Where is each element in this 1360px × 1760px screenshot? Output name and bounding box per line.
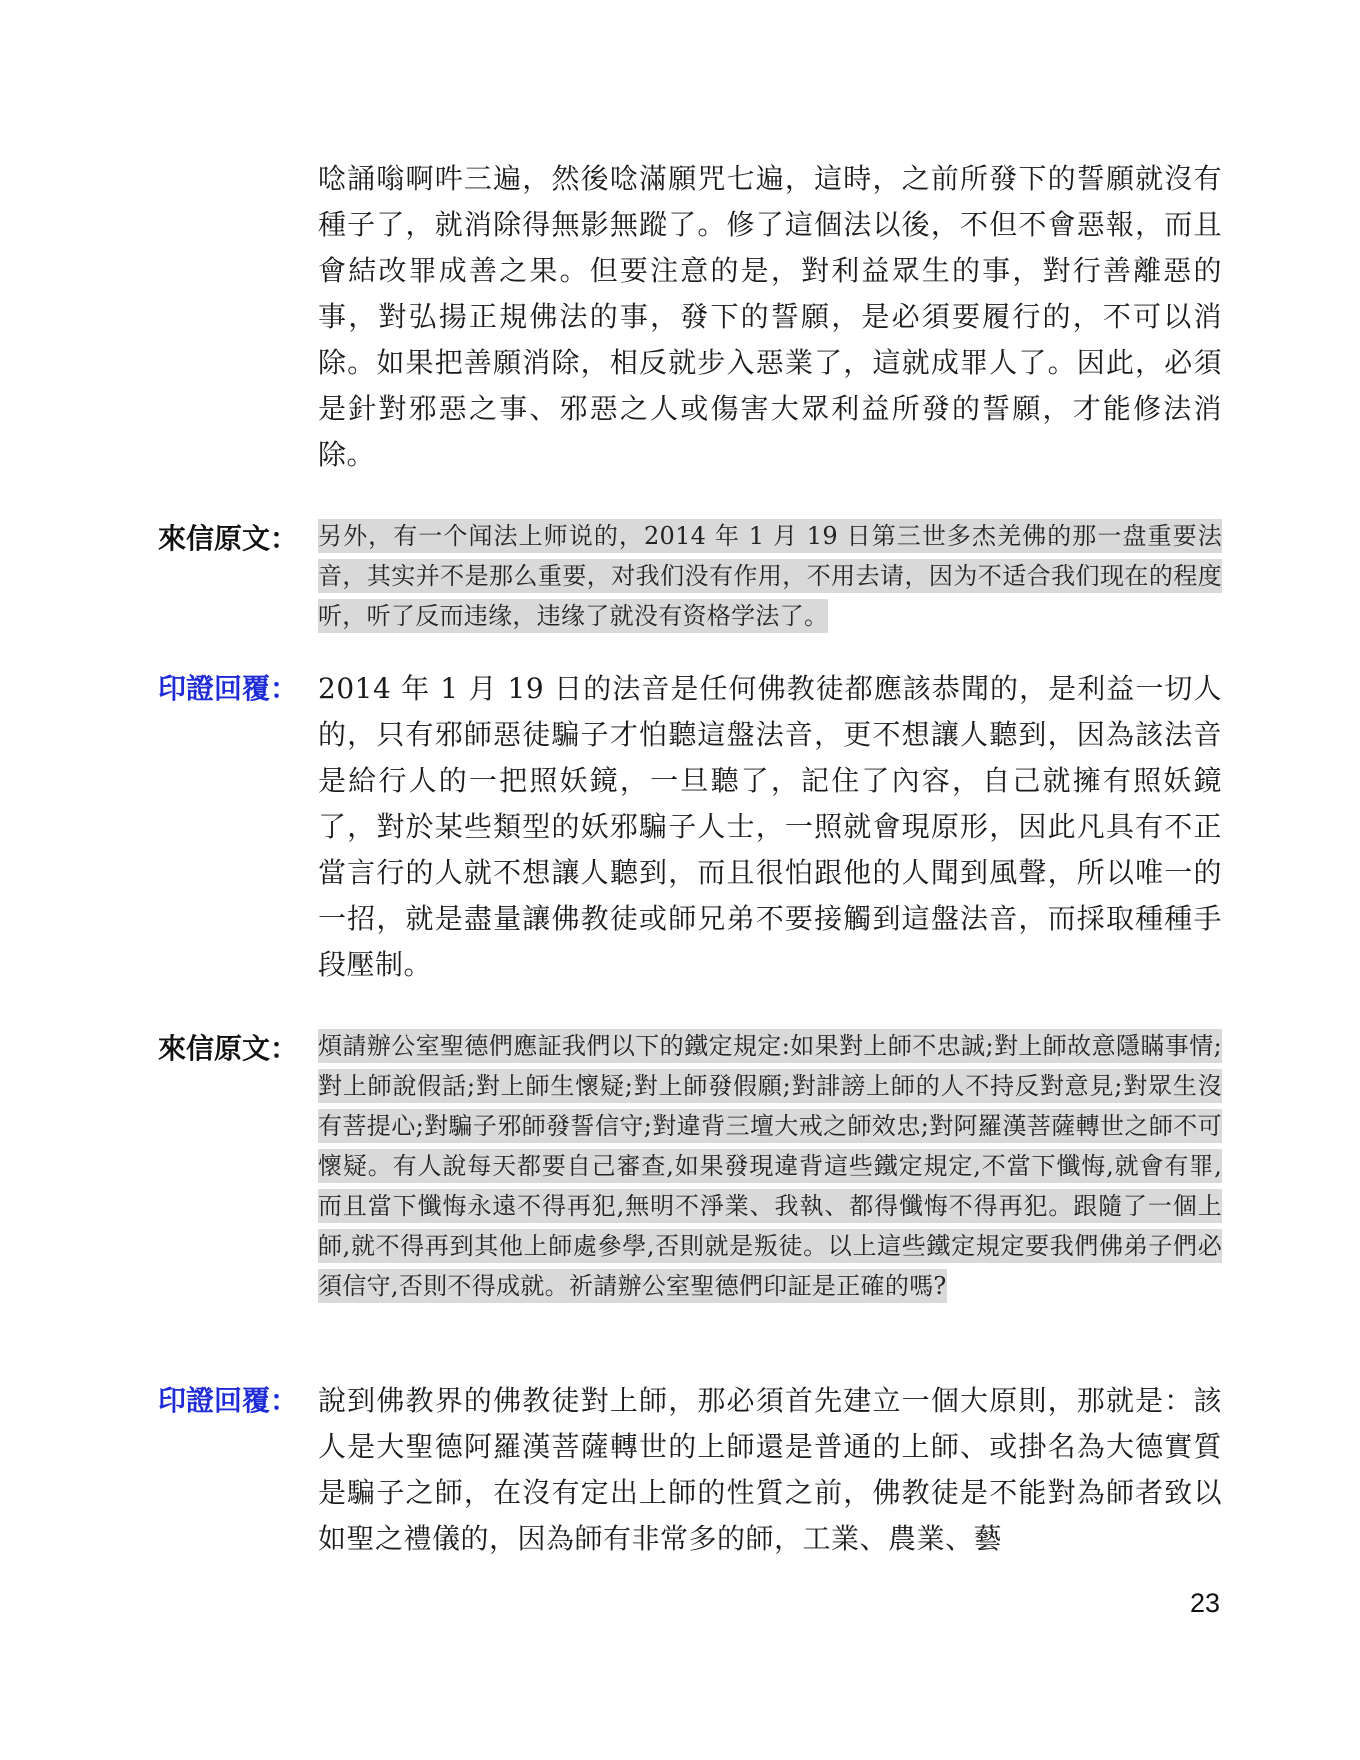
letter-label: 來信原文： <box>158 1032 299 1065</box>
reply-label: 印證回覆： <box>158 672 299 705</box>
reply-label: 印證回覆： <box>158 1384 299 1417</box>
letter-quote-2 <box>158 1026 1222 1306</box>
reply-2 <box>158 1378 1222 1562</box>
letter-quote-text <box>318 1026 1222 1306</box>
letter-quote-text <box>318 516 1222 636</box>
reply-text: 2014 年 1 月 19 日的法音是任何佛教徒都應該恭聞的，是利益一切人的，只有邪師惡徒騙子才怕聽這盤法音，更不想讓人聽到，因為該法音是給行人的一把照妖鏡，一旦聽了，記住了內容，自己就擁有照妖鏡了，對於某些類型的妖邪騙子人士，一照就會現原形，因此凡具有不正當言行的人就不想讓人聽到，而且很怕跟他的人聞到風聲，所以唯一的一招，就是盡量讓佛教徒或師兄弟不要接觸到這盤法音，而採取種種手段壓制。 <box>318 672 1222 981</box>
page-number: 23 <box>1189 1588 1220 1618</box>
letter-quote-1 <box>158 516 1222 636</box>
reply-1 <box>158 666 1222 988</box>
highlighted-quote: 煩請辦公室聖德們應証我們以下的鐵定規定:如果對上師不忠誠;對上師故意隱瞞事情;對上師說假話;對上師生懷疑;對上師發假願;對誹謗上師的人不持反對意見;對眾生沒有菩提心;對騙子邪師發誓信守;對違背三壇大戒之師效忠;對阿羅漢菩薩轉世之師不可懷疑。有人說每天都要自己審查,如果發現違背這些鐵定規定,不當下懺悔,就會有罪,而且當下懺悔永遠不得再犯,無明不淨業、我執、都得懺悔不得再犯。跟隨了一個上師,就不得再到其他上師處參學,否則就是叛徒。以上這些鐵定規定要我們佛弟子們必須信守,否則不得成就。祈請辦公室聖德們印証是正確的嗎? <box>318 1029 1222 1303</box>
reply-text: 說到佛教界的佛教徒對上師，那必須首先建立一個大原則，那就是：該人是大聖德阿羅漢菩薩轉世的上師還是普通的上師、或掛名為大德實質是騙子之師，在沒有定出上師的性質之前，佛教徒是不能對為師者致以如聖之禮儀的，因為師有非常多的師，工業、農業、藝 <box>318 1384 1222 1555</box>
highlighted-quote: 另外，有一个闻法上师说的，2014 年 1 月 19 日第三世多杰羌佛的那一盘重要法音，其实并不是那么重要，对我们没有作用，不用去请，因为不适合我们现在的程度听，听了反而违缘，违缘了就没有资格学法了。 <box>318 519 1222 633</box>
continuation-paragraph: 唸誦嗡啊吽三遍，然後唸滿願咒七遍，這時，之前所發下的誓願就沒有種子了，就消除得無影無蹤了。修了這個法以後，不但不會惡報，而且會結改罪成善之果。但要注意的是，對利益眾生的事，對行善離惡的事，對弘揚正規佛法的事，發下的誓願，是必須要履行的，不可以消除。如果把善願消除，相反就步入惡業了，這就成罪人了。因此，必須是針對邪惡之事、邪惡之人或傷害大眾利益所發的誓願，才能修法消除。 <box>318 162 1222 471</box>
letter-label: 來信原文： <box>158 522 299 555</box>
